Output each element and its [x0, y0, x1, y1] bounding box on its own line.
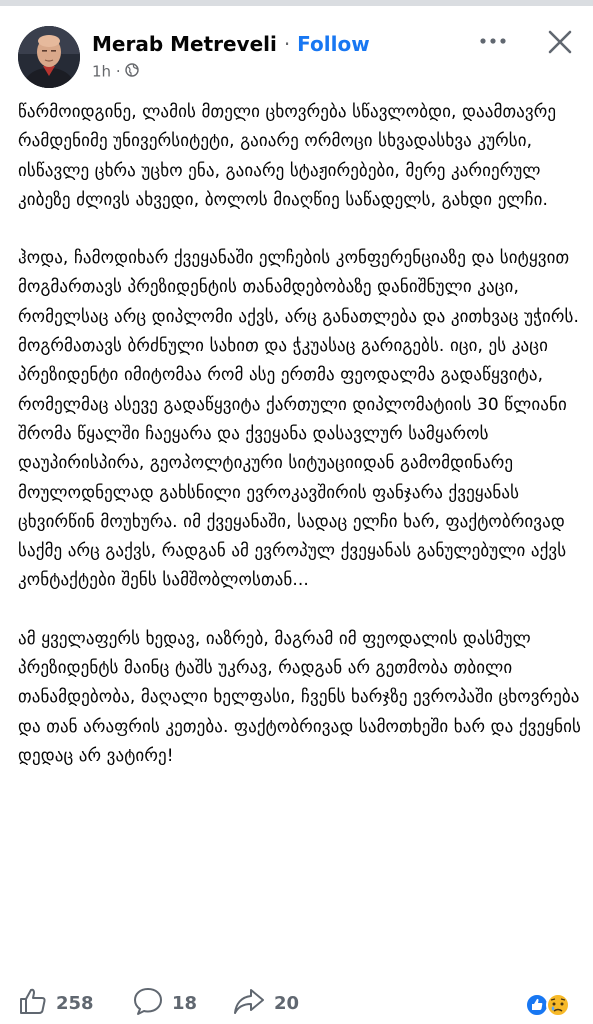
header-separator: · [283, 32, 291, 56]
post-actions-bar [0, 986, 593, 1024]
share-icon [232, 986, 266, 1020]
post-time[interactable]: 1h [92, 62, 112, 81]
globe-icon[interactable] [125, 63, 139, 81]
comment-count: 18 [172, 992, 198, 1014]
post-header [92, 32, 370, 56]
author-name[interactable]: Merab Metreveli [92, 32, 277, 56]
post-meta [92, 62, 139, 81]
like-icon [18, 986, 48, 1020]
share-count: 20 [274, 992, 300, 1014]
like-count: 258 [56, 992, 94, 1014]
follow-button[interactable]: Follow [297, 32, 370, 56]
comment-icon [132, 986, 164, 1020]
post-paragraph-1: წარმოიდგინე, ლამის მთელი ცხოვრება სწავლობდი, დაამთავრე რამდენიმე უნივერსიტეტი, გაიარე ორმოცი სხვადასხვა კურსი, ისწავლე ცხრა უცხო ენა, გაიარე სტაჟირებები, მერე კარიერულ კიბეზე ძლივს ახვედი, ბოლოს მიაღწიე საწადელს, გახდი ელჩი. [18, 102, 557, 210]
reactions-summary[interactable] [524, 992, 580, 1018]
post-paragraph-2: ჰოდა, ჩამოდიხარ ქვეყანაში ელჩების კონფერენციაზე და სიტყვით მოგმართავს პრეზიდენტის თანამდებობაზე დანიშნული კაცი, რომელსაც არც დიპლომი აქვს, არც განათლება და კითხვაც უჭირს. მოგრმათავს ბრძნული სახით და ჭკუასაც გარიგებს. იცი, ეს კაცი პრეზიდენტი იმიტომაა რომ ასე ერთმა ფეოდალმა გადაწყვიტა, რომელმაც ასევე გადაწყვიტა ქართული დიპლომატიის 30 წლიანი შრომა წყალში ჩაეყარა და ქვეყანა დასავლურ სამყაროს დაუპირისპირა, გეოპოლტიკური სიტუაციიდან გამომდინარე მოულოდნელად გახსნილი ევროკავშირის ფანჯარა ქვეყანას ცხვირწინ მოუხურა. იმ ქვეყანაში, სადაც ელჩი ხარ, ფაქტობრივად საქმე არც გაქვს, რადგან ამ ევროპულ ქვეყანას განულებული აქვს კონტაქტები შენს სამშობლოსთან... [18, 248, 580, 591]
like-button[interactable] [18, 986, 94, 1020]
comment-button[interactable] [132, 986, 197, 1020]
share-button[interactable] [232, 986, 299, 1020]
close-icon[interactable] [546, 28, 574, 56]
author-avatar[interactable] [18, 26, 80, 88]
sad-reaction-icon [547, 994, 569, 1016]
like-reaction-icon [526, 994, 548, 1016]
post-paragraph-3: ამ ყველაფერს ხედავ, იაზრებ, მაგრამ იმ ფეოდალის დასმულ პრეზიდენტს მაინც ტაშს უკრავ, რადგან არ გეთმობა თბილი თანამდებობა, მაღალი ხელფასი, ჩვენს ხარჯზე ევროპაში ცხოვრება და თან არაფრის კეთება. ფაქტობრივად სამოთხეში ხარ და ქვეყნის დედაც არ ვატირე! [18, 628, 581, 766]
more-options-icon[interactable] [478, 28, 508, 54]
post-text [18, 98, 584, 800]
avatar-image [18, 26, 80, 88]
top-divider [0, 0, 593, 6]
meta-separator: · [115, 62, 121, 81]
